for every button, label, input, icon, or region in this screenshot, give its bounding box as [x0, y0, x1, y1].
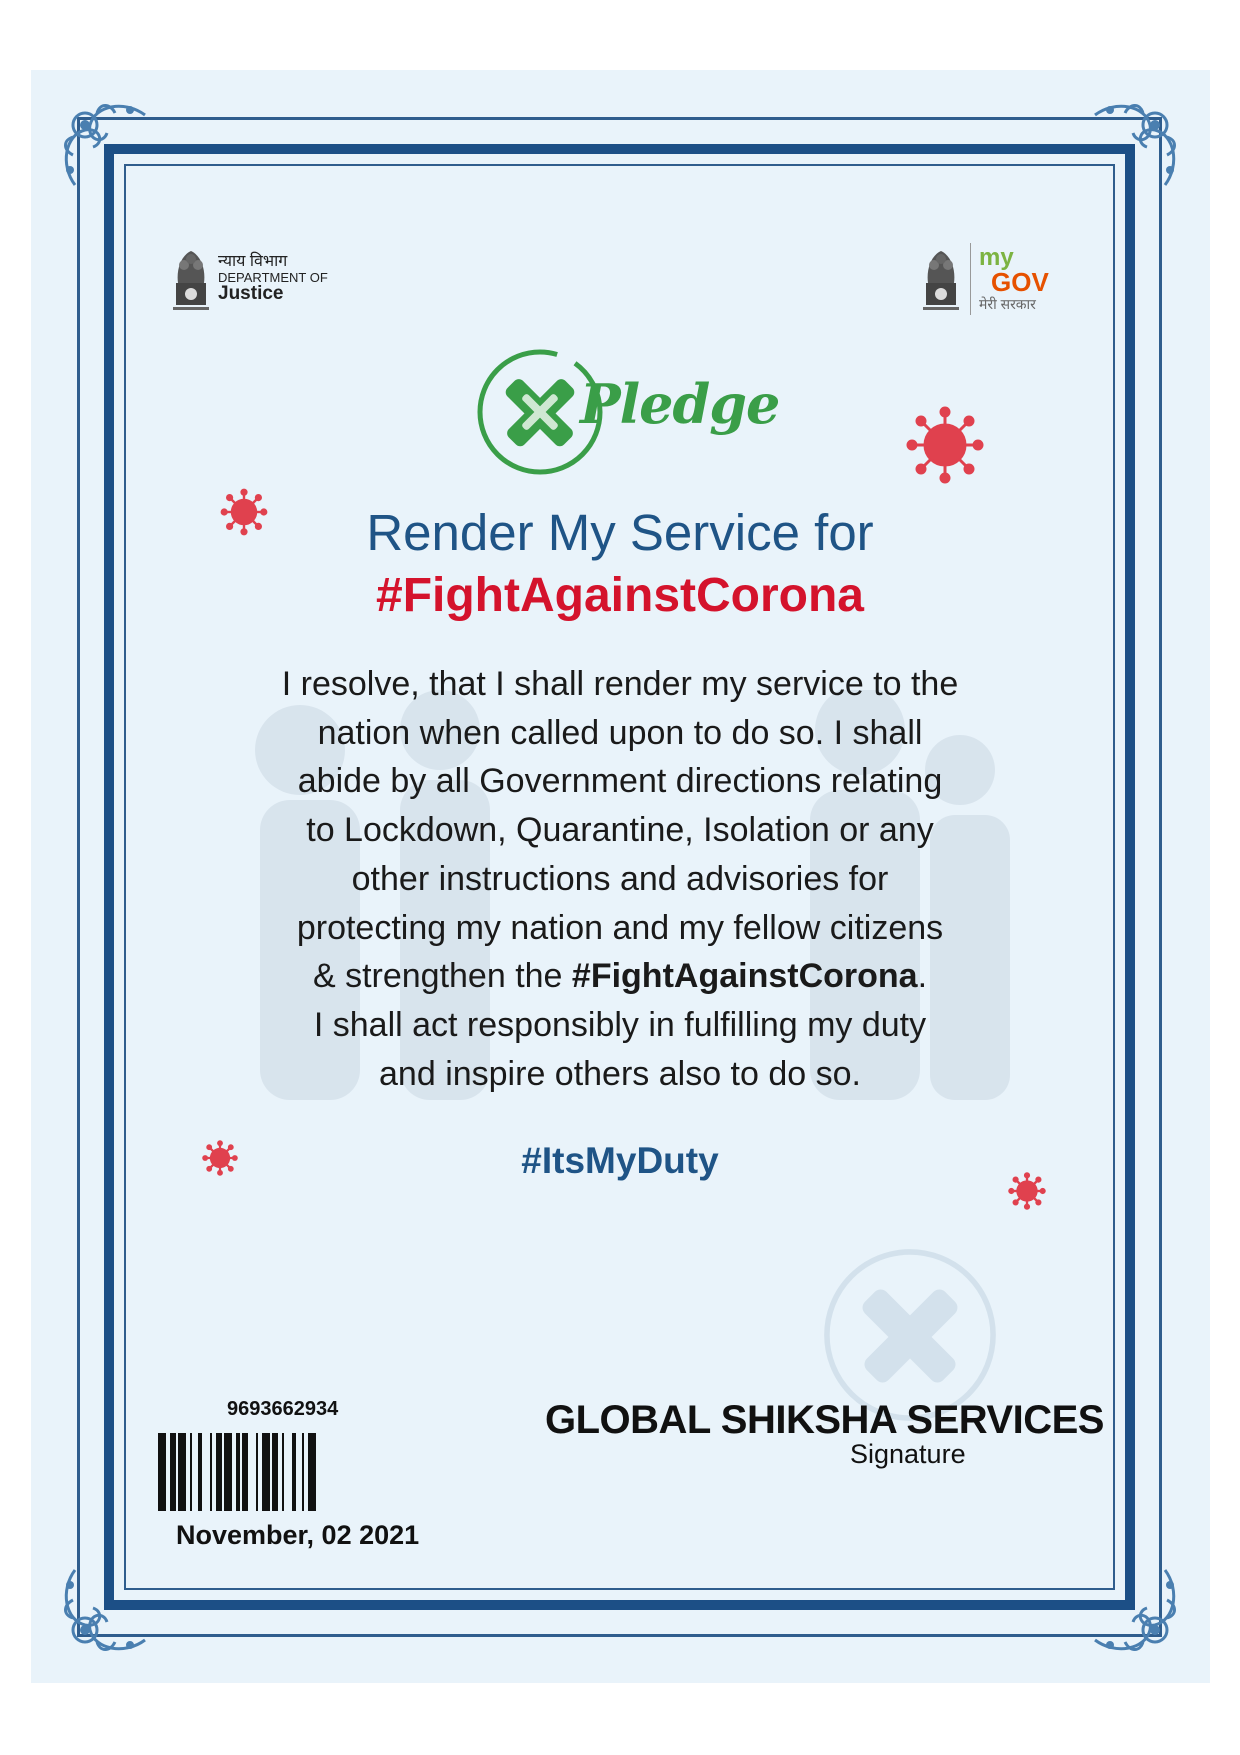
barcode-bar	[210, 1433, 212, 1511]
barcode-bar	[198, 1433, 202, 1511]
corner-ornament-icon	[55, 1550, 165, 1660]
pledge-body-line: abide by all Government directions relating	[297, 762, 943, 801]
signature-label: Signature	[850, 1439, 966, 1469]
body-hashtag: #FightAgainstCorona	[571, 957, 918, 996]
pledge-hashtag-title: #FightAgainstCorona	[376, 569, 864, 622]
virus-icon	[905, 405, 985, 485]
organization-name: GLOBAL SHIKSHA SERVICES	[545, 1398, 1104, 1442]
pledge-body-line: protecting my nation and my fellow citizens	[296, 908, 944, 947]
pledge-body-line: I resolve, that I shall render my service to the	[281, 665, 959, 703]
barcode-bar	[242, 1433, 248, 1511]
pledge-body-line: nation when called upon to do so. I shall	[317, 713, 923, 752]
barcode-bar	[282, 1433, 284, 1511]
strengthen-prefix: & strengthen the	[312, 957, 572, 996]
national-emblem-icon	[170, 243, 212, 315]
barcode-bar	[262, 1433, 270, 1511]
corner-ornament-icon	[1075, 95, 1185, 205]
department-of-justice-logo	[170, 243, 328, 315]
mygov-my-label: my	[979, 244, 1014, 272]
barcode-bar	[292, 1433, 296, 1511]
barcode-bar	[224, 1433, 232, 1511]
pledge-body-line	[250, 952, 990, 1001]
barcode-bar	[190, 1433, 192, 1511]
barcode-bar	[308, 1433, 316, 1511]
department-hindi-label: न्याय विभाग	[218, 252, 288, 270]
pledge-body-line: to Lockdown, Quarantine, Isolation or any	[306, 811, 934, 850]
pledge-body-line: other instructions and advisories for	[351, 859, 889, 898]
pledge-logo-word: Pledge	[580, 372, 780, 436]
mygov-hindi-label: मेरी सरकार	[979, 295, 1036, 312]
national-emblem-icon	[920, 243, 962, 315]
pledge-body-line: and inspire others also to do so.	[379, 1054, 861, 1093]
barcode-bar	[272, 1433, 278, 1511]
corner-ornament-icon	[1075, 1550, 1185, 1660]
its-my-duty-hashtag: #ItsMyDuty	[521, 1140, 719, 1181]
strengthen-suffix: .	[917, 957, 928, 996]
barcode-bar	[256, 1433, 258, 1511]
department-of-label: DEPARTMENT OF	[218, 269, 328, 285]
logo-divider	[970, 243, 971, 315]
corner-ornament-icon	[55, 95, 165, 205]
barcode-bar	[236, 1433, 240, 1511]
pledge-body	[250, 660, 990, 1098]
department-name-label: Justice	[218, 283, 284, 305]
barcode-bar	[158, 1433, 166, 1511]
barcode-bar	[170, 1433, 176, 1511]
barcode-bar	[216, 1433, 222, 1511]
barcode-bar	[302, 1433, 304, 1511]
barcode	[158, 1433, 453, 1511]
barcode-number: 9693662934	[227, 1398, 339, 1420]
certificate-date: November, 02 2021	[176, 1520, 420, 1550]
barcode-bar	[178, 1433, 186, 1511]
mygov-logo	[920, 243, 1049, 315]
mygov-gov-label: GOV	[991, 266, 1049, 297]
pledge-body-line: I shall act responsibly in fulfilling my duty	[313, 1005, 927, 1044]
pledge-title: Render My Service for	[366, 504, 874, 561]
